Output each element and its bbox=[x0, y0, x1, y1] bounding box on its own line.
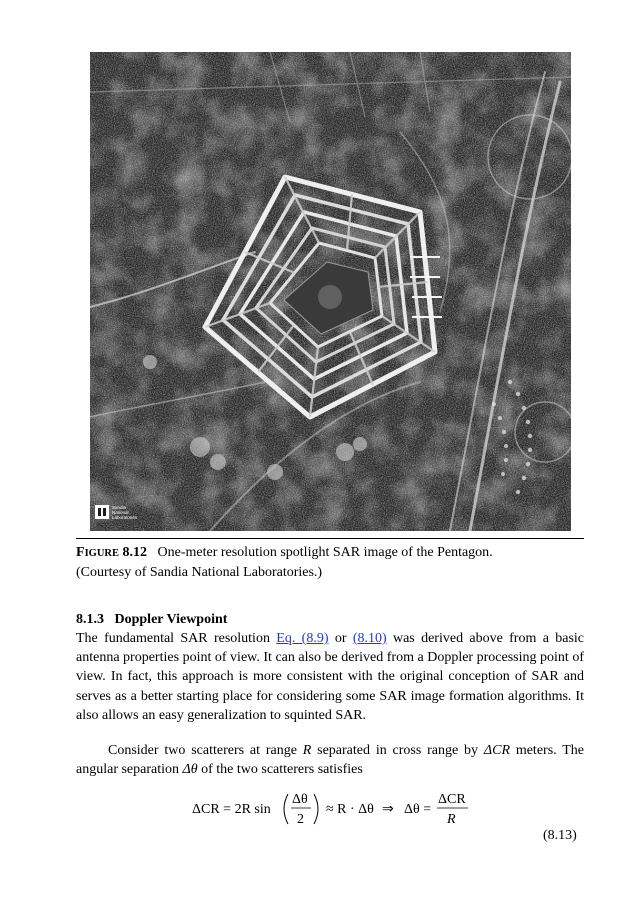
eq-8-9-link[interactable]: Eq. (8.9) bbox=[276, 631, 329, 646]
equation-number: (8.13) bbox=[543, 828, 577, 843]
eq-rhs-num: ΔCR bbox=[438, 792, 466, 807]
eq-frac-num: Δθ bbox=[292, 792, 308, 807]
equation-8-13 bbox=[192, 786, 482, 832]
svg-text:Sandia: Sandia bbox=[112, 505, 127, 510]
equation-svg bbox=[192, 786, 482, 832]
paragraph-2: Consider two scatterers at range R separated in cross range by ΔCR meters. The angular separation Δθ of the two scatterers satisfies bbox=[76, 743, 584, 778]
sar-image-figure bbox=[90, 52, 571, 531]
section-heading bbox=[76, 611, 227, 629]
paragraph-1: The fundamental SAR resolution Eq. (8.9) or (8.10) was derived above from a basic antenna properties point of view. It can also be derived from a Doppler processing point of view. In fact, this approach is more consistent with the original conception of SAR and serves as a better starting place for considering some SAR image formation algorithms. It also allows an easy generalization to squinted SAR. bbox=[76, 631, 584, 723]
caption-line1: One-meter resolution spotlight SAR image of the Pentagon. bbox=[157, 545, 493, 560]
eq-lhs: ΔCR = 2R sin bbox=[192, 802, 271, 817]
eq-8-10-link[interactable]: (8.10) bbox=[352, 631, 387, 646]
section-number: 8.1.3 bbox=[76, 612, 104, 627]
figure-caption-rule bbox=[76, 538, 584, 539]
eq-implies: ⇒ bbox=[382, 802, 394, 817]
eq-rhs-lhs: Δθ = bbox=[404, 802, 432, 817]
svg-text:Laboratories: Laboratories bbox=[112, 515, 138, 520]
eq-rhs-den: R bbox=[447, 812, 456, 827]
section-title: Doppler Viewpoint bbox=[114, 612, 228, 627]
figure-caption bbox=[76, 543, 576, 582]
svg-text:National: National bbox=[112, 510, 129, 515]
pentagon-sar-image bbox=[90, 52, 571, 531]
caption-line2: (Courtesy of Sandia National Laboratories.) bbox=[76, 565, 323, 580]
eq-frac-den: 2 bbox=[297, 812, 304, 827]
eq-approx: ≈ R · Δθ bbox=[326, 802, 374, 817]
figure-label: FIGURE 8.12 bbox=[76, 545, 147, 560]
